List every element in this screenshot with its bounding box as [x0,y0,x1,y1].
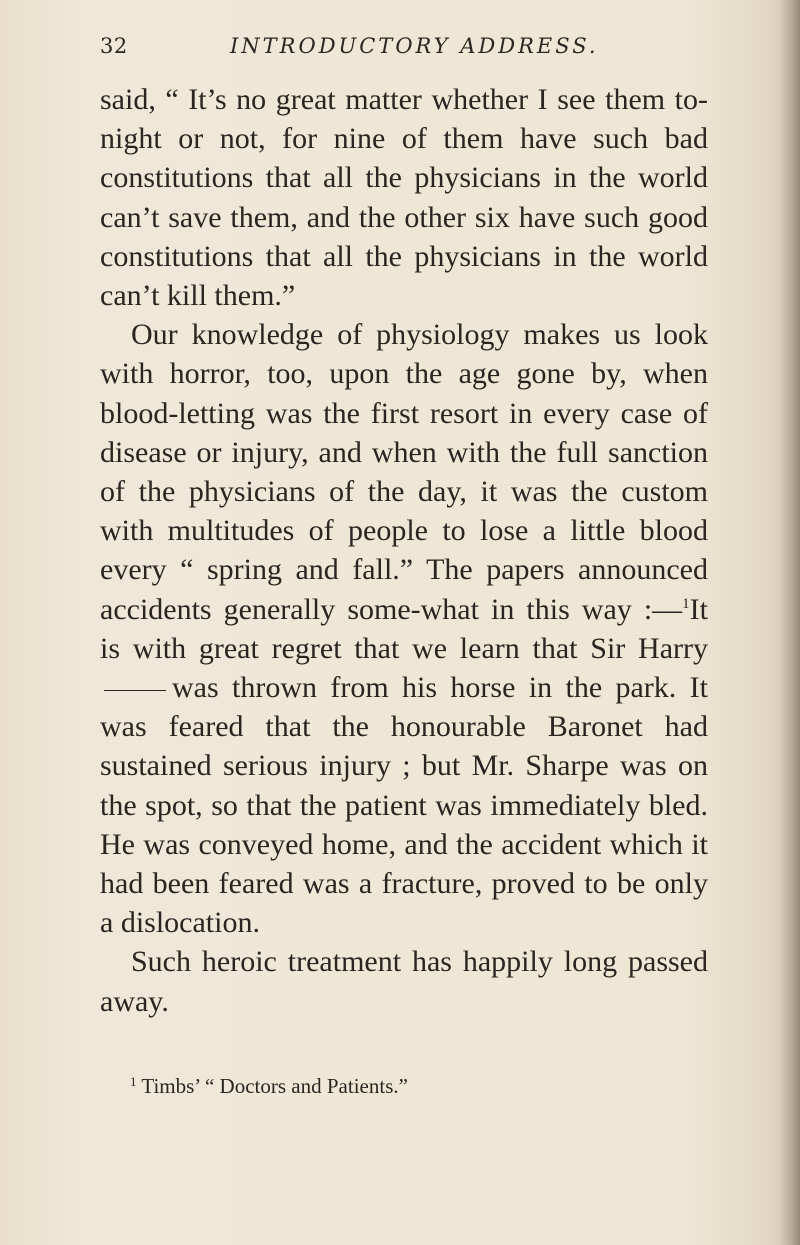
page-header [100,34,700,64]
paragraph-2 [100,315,708,942]
running-head: INTRODUCTORY ADDRESS. [230,34,599,58]
paragraph-2-text-a: Our knowledge of physiology makes us look with horror, too, upon the age gone by, when blood-letting was the first resort in every case of disease or injury, and when with the full sanction of the physicians of the day, it was the custom with multitudes of people to lose a little blood every “ spring and fall.” The papers announced accidents generally some-what in this way :— [100,318,708,626]
body-text [100,80,708,1021]
page-number: 32 [100,34,128,58]
footnote [130,1072,690,1100]
paragraph-2-text-c: was thrown from his horse in the park. It was feared that the honourable Baronet had sustained serious injury ; but Mr. Sharpe was on the spot, so that the patient was immediately bled. He was conveyed home, and the accident which it had been feared was a fracture, proved to be only a dislocation. [100,671,708,940]
footnote-text: Timbs’ “ Doctors and Patients.” [141,1074,408,1098]
footnote-marker: 1 [130,1074,137,1089]
paragraph-1 [100,80,708,315]
paragraph-3-text: Such heroic treatment has happily long passed away. [100,945,708,1018]
footnote-reference: 1 [682,595,690,612]
paragraph-2-text-b: It is with great regret that we learn that Sir Harry [100,592,708,665]
paragraph-3 [100,942,708,1020]
spine-shadow [778,0,800,1245]
name-omission-dash [104,690,166,691]
paragraph-1-text: said, “ It’s no great matter whether I see them to-night or not, for nine of them have such bad constitutions that all the physicians in the world can’t save them, and the other six have such good constitutions that all the physicians in the world can’t kill them.” [100,83,708,313]
